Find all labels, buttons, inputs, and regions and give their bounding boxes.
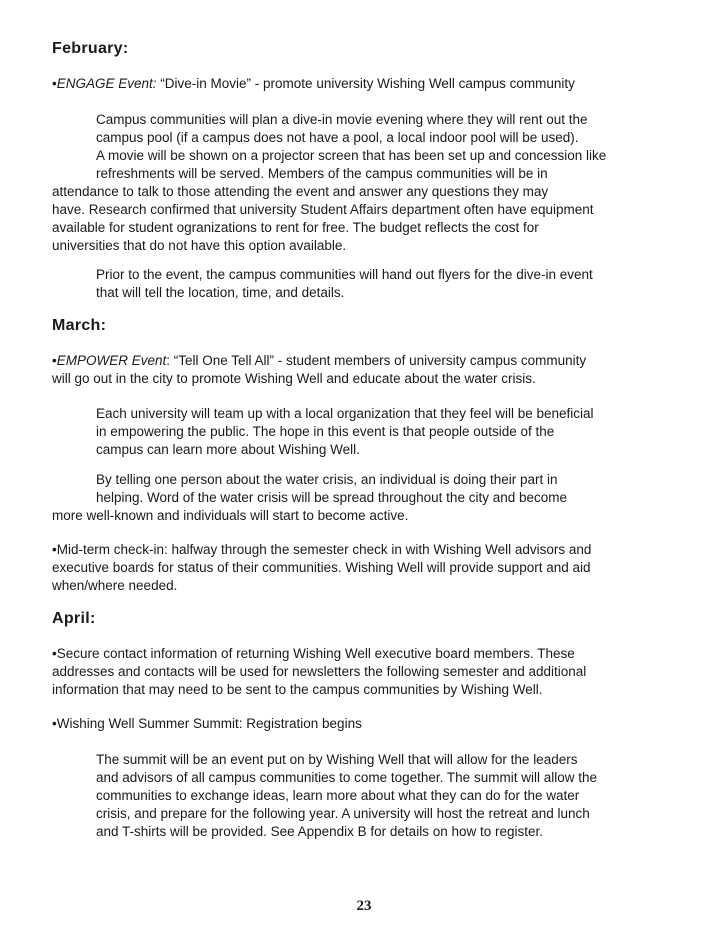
paragraph-line: The summit will be an event put on by Wishing Well that will allow for the leaders bbox=[96, 752, 578, 767]
paragraph-line: more well-known and individuals will start to become active. bbox=[52, 508, 409, 523]
empower-event-label: EMPOWER Event bbox=[56, 353, 167, 368]
paragraph-line: in empowering the public. The hope in this event is that people outside of the bbox=[96, 424, 555, 439]
paragraph-line: A movie will be shown on a projector screen that has been set up and concession like bbox=[96, 148, 607, 163]
paragraph-line: that will tell the location, time, and details. bbox=[96, 285, 345, 300]
engage-event-label: ENGAGE Event: bbox=[56, 76, 157, 91]
paragraph-line: have. Research confirmed that university Student Affairs department often have equipment bbox=[52, 202, 594, 217]
paragraph-line: executive boards for status of their communities. Wishing Well will provide support and aid bbox=[52, 560, 591, 575]
engage-event-bullet: •ENGAGE Event: “Dive-in Movie” - promote university Wishing Well campus community bbox=[52, 76, 575, 91]
page-number: 23 bbox=[356, 898, 372, 914]
heading-april: April: bbox=[52, 610, 96, 627]
paragraph-line: and advisors of all campus communities to come together. The summit will allow the bbox=[96, 770, 597, 785]
midterm-checkin-bullet: •Mid-term check-in: halfway through the semester check in with Wishing Well advisors and bbox=[52, 542, 592, 557]
paragraph-line: refreshments will be served. Members of the campus communities will be in bbox=[96, 166, 548, 181]
paragraph-line: campus can learn more about Wishing Well. bbox=[96, 442, 360, 457]
heading-march: March: bbox=[52, 317, 107, 334]
paragraph-line: information that may need to be sent to the campus communities by Wishing Well. bbox=[52, 682, 543, 697]
paragraph-line: By telling one person about the water crisis, an individual is doing their part in bbox=[96, 472, 558, 487]
paragraph-line: universities that do not have this option available. bbox=[52, 238, 347, 253]
empower-event-bullet: •EMPOWER Event: “Tell One Tell All” - student members of university campus community bbox=[52, 353, 587, 368]
paragraph-line: Each university will team up with a local organization that they feel will be beneficial bbox=[96, 406, 594, 421]
paragraph-line: attendance to talk to those attending the event and answer any questions they may bbox=[52, 184, 549, 199]
paragraph-line: when/where needed. bbox=[52, 578, 178, 593]
paragraph-line: helping. Word of the water crisis will be spread throughout the city and become bbox=[96, 490, 568, 505]
paragraph-line: communities to exchange ideas, learn more about what they can do for the water bbox=[96, 788, 580, 803]
paragraph-line: will go out in the city to promote Wishing Well and educate about the water crisis. bbox=[52, 371, 536, 386]
paragraph-line: crisis, and prepare for the following year. A university will host the retreat and lunch bbox=[96, 806, 590, 821]
paragraph-line: Prior to the event, the campus communities will hand out flyers for the dive-in event bbox=[96, 267, 593, 282]
paragraph-line: campus pool (if a campus does not have a pool, a local indoor pool will be used). bbox=[96, 130, 579, 145]
paragraph-line: and T-shirts will be provided. See Appendix B for details on how to register. bbox=[96, 824, 544, 839]
heading-february: February: bbox=[52, 40, 129, 57]
summer-summit-bullet: •Wishing Well Summer Summit: Registration begins bbox=[52, 716, 362, 731]
paragraph-line: available for student ogranizations to rent for free. The budget reflects the cost for bbox=[52, 220, 539, 235]
paragraph-line: addresses and contacts will be used for newsletters the following semester and additional bbox=[52, 664, 587, 679]
contact-info-bullet: •Secure contact information of returning Wishing Well executive board members. These bbox=[52, 646, 575, 661]
paragraph-line: Campus communities will plan a dive-in movie evening where they will rent out the bbox=[96, 112, 588, 127]
